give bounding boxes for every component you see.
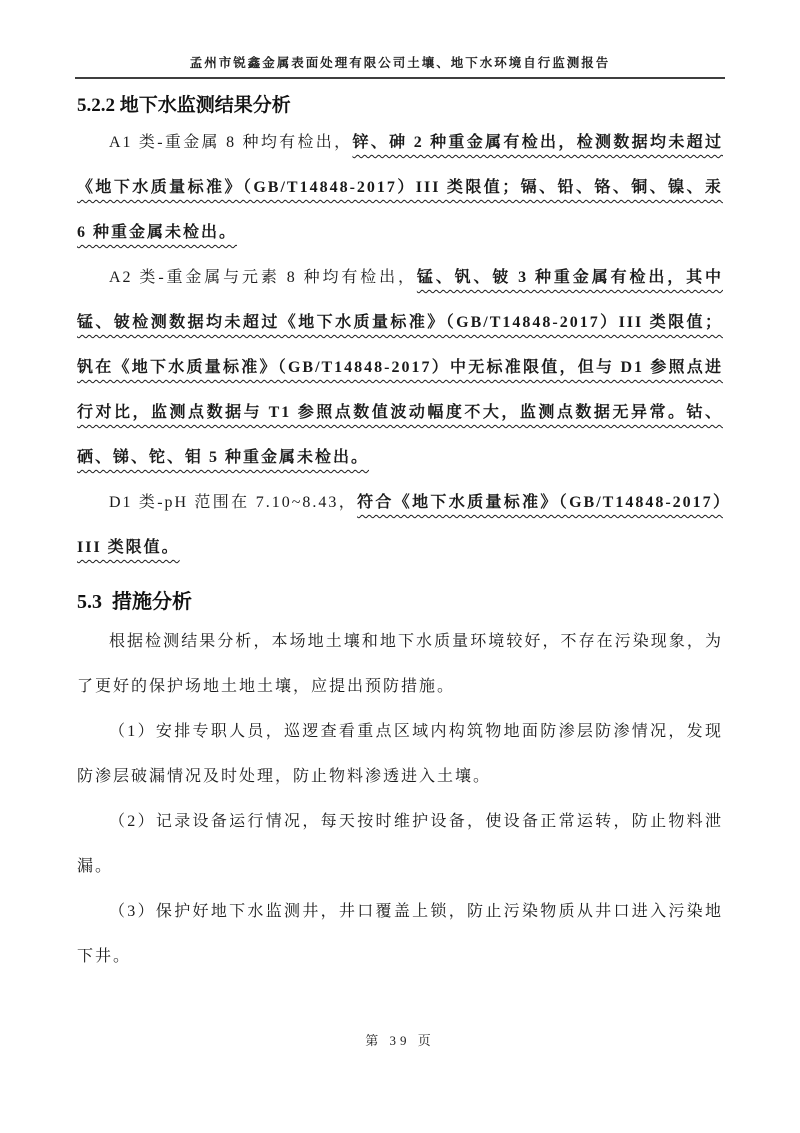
text-run: 根据检测结果分析，本场地土壤和地下水质量环境较好，不存在污染现象，为了更好的保护场地土地土壤，应提出预防措施。 (77, 633, 723, 695)
paragraph-measure-1 (77, 709, 723, 799)
page-header (75, 0, 725, 79)
text-run: D1 类-pH 范围在 7.10~8.43， (109, 494, 358, 511)
section-heading-5-2-2: 5.2.2 地下水监测结果分析 (77, 95, 291, 116)
header-title: 孟州市锐鑫金属表面处理有限公司土壤、地下水环境自行监测报告 (189, 56, 611, 70)
paragraph-measure-2 (77, 799, 723, 889)
paragraph-a2-heavy-metals (77, 255, 723, 480)
text-run: A2 类-重金属与元素 8 种均有检出， (109, 269, 417, 286)
document-content (77, 79, 723, 979)
page-number: 第 39 页 (365, 1033, 435, 1048)
text-run: 锰、钒、铍 3 种重金属有检出，其中锰、铍检测数据均未超过《地下水质量标准》（GB/T14848-2017）III 类限值；钒在《地下水质量标准》（GB/T14848-2017）中无标准限值，但与 D1 参照点进行对比，监测点数据与 T1 参照点数值波动幅度不大，监测点数据无异常。钴、硒、锑、铊、钼 5 种重金属未检出。 (77, 269, 723, 466)
text-run: （2）记录设备运行情况，每天按时维护设备，使设备正常运转，防止物料泄漏。 (77, 813, 723, 875)
section-heading-5-3: 5.3 措施分析 (77, 591, 192, 613)
paragraph-d1-ph (77, 480, 723, 570)
text-run: （1）安排专职人员，巡逻查看重点区域内构筑物地面防渗层防渗情况，发现防渗层破漏情况及时处理，防止物料渗透进入土壤。 (77, 723, 723, 785)
paragraph-measure-3 (77, 889, 723, 979)
text-run: 锌、砷 2 种重金属有检出，检测数据均未超过《地下水质量标准》（GB/T14848-2017）III 类限值；镉、铅、铬、铜、镍、汞 6 种重金属未检出。 (77, 134, 723, 241)
paragraph-measures-intro (77, 619, 723, 709)
page-footer (0, 1030, 800, 1049)
text-run: （3）保护好地下水监测井，井口覆盖上锁，防止污染物质从井口进入污染地下井。 (77, 903, 723, 965)
text-run: 符合《地下水质量标准》（GB/T14848-2017）III 类限值。 (77, 494, 723, 556)
text-run: A1 类-重金属 8 种均有检出， (109, 134, 353, 151)
paragraph-a1-heavy-metals (77, 120, 723, 255)
